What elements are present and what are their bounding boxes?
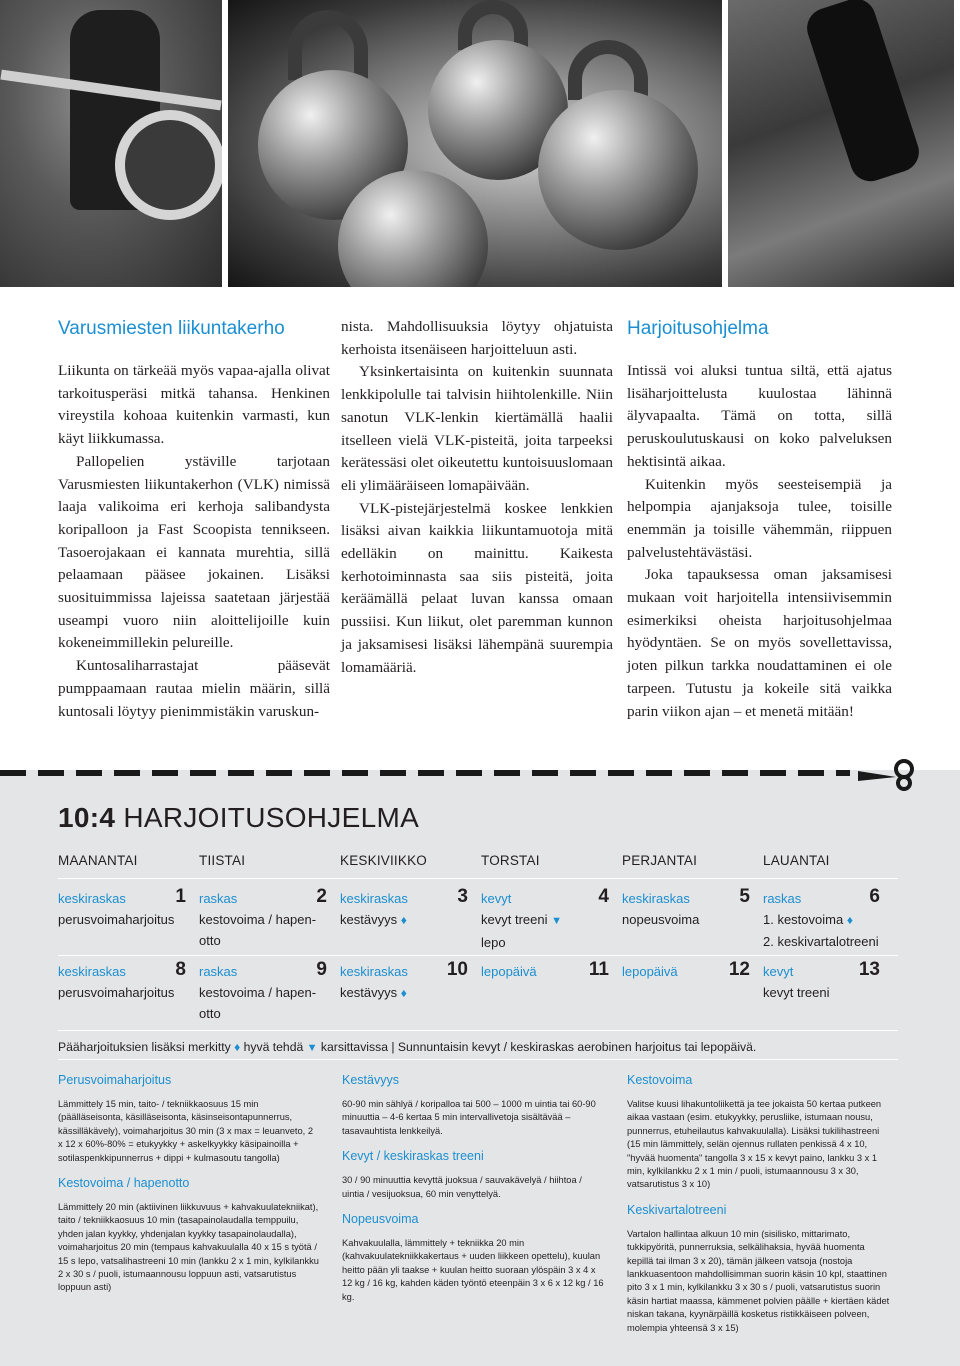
workout-label: nopeusvoima bbox=[622, 912, 700, 927]
day-number: 1 bbox=[175, 886, 186, 907]
details-column-1 bbox=[58, 1072, 320, 1305]
day-number: 6 bbox=[869, 886, 880, 907]
schedule-cell bbox=[763, 888, 880, 952]
day-number: 2 bbox=[316, 886, 327, 907]
heading-harjoitusohjelma: Harjoitusohjelma bbox=[627, 318, 769, 339]
intensity-label: raskas bbox=[763, 891, 802, 906]
day-number: 8 bbox=[175, 959, 186, 980]
divider bbox=[58, 1030, 898, 1031]
schedule-cell bbox=[763, 961, 880, 1003]
paragraph: Yksinkertaisinta on kuitenkin suunnata lenkkipolulle tai talvisin hiihtolenkille. Niin sanotun VLK-lenkin kiertämällä haalii itselleen vielä VLK-pisteitä, joita tarpeeksi kerätessäsi olet oikeutettu kuntoisuuslomaan eli ylimääräiseen lomapäivään. bbox=[341, 363, 613, 494]
intensity-label: lepopäivä bbox=[481, 964, 537, 979]
intensity-label: raskas bbox=[199, 964, 238, 979]
workout-text: 1. kestovoima bbox=[763, 912, 844, 927]
details-column-3 bbox=[627, 1072, 892, 1345]
paragraph: Intissä voi aluksi tuntua siltä, että ajatus lisäharjoittelusta kuulostaa lähinnä älyvapaalta. Tämä on totta, sillä peruskoulutuskausi on koko palveluksen hektisintä aikaa. bbox=[627, 362, 892, 470]
article-column-3 bbox=[627, 316, 892, 723]
heading-varusmiesten-liikuntakerho: Varusmiesten liikuntakerho bbox=[58, 318, 285, 339]
weekday-header bbox=[58, 853, 898, 871]
photo-gym-barbell bbox=[0, 0, 222, 287]
paragraph: Joka tapauksessa oman jaksamisesi mukaan voit harjoitella intensiivisemmin esimerkiksi oheista harjoitusohjelmaa hyödyntäen. Se on myös sovellettavissa, joten pilkun tarkka noudattaminen ei ole tarpeen. Tutustu ja kokeile sitä vaikka parin viikon ajan – et menetä mitään! bbox=[627, 566, 892, 720]
day-tuesday: TIISTAI bbox=[199, 853, 246, 868]
detail-heading: Keskivartalotreeni bbox=[627, 1202, 727, 1217]
workout-text: kestävyys bbox=[340, 912, 398, 927]
workout-label: perusvoimaharjoitus bbox=[58, 912, 175, 927]
detail-heading: Perusvoimaharjoitus bbox=[58, 1073, 172, 1087]
detail-text: Valitse kuusi lihakuntoliikettä ja tee jokaista 50 kertaa putkeen aikaa vastaan (esim. etukyykky, perusliike, istumaan nousu, punnerrus, etuheilautus kahvakuulalla). Lisäksi tukilihastreeni (15 min lämmittely, selän ojennus rullaten penkissä 4 x 10, "hyvää huomenta" tangolla 3 x 15 x kevyt paino, lankku 3 x 1 min, kylkilankku 2 x 1 min / puoli, istumaannousu 3 x 30, vatsarutistus 3 x 10) bbox=[627, 1099, 882, 1190]
intensity-label: keskiraskas bbox=[58, 964, 126, 979]
scissors-icon bbox=[856, 757, 916, 791]
divider bbox=[58, 878, 898, 879]
intensity-label: kevyt bbox=[481, 891, 512, 906]
schedule-cell bbox=[340, 961, 468, 1004]
intensity-label: keskiraskas bbox=[340, 891, 408, 906]
schedule-cell bbox=[481, 961, 609, 982]
paragraph: Kuntosaliharrastajat pääsevät pumppaamaan rautaa mielin määrin, sillä kuntosali löytyy pienimmistäkin varuskun- bbox=[58, 657, 330, 720]
day-number: 4 bbox=[598, 886, 609, 907]
legend-text: Pääharjoituksien lisäksi merkitty bbox=[58, 1040, 235, 1054]
photo-runner bbox=[728, 0, 954, 287]
paragraph: VLK-pistejärjestelmä koskee lenkkien lisäksi aivan kaikkia liikuntamuotoja mitä edelläkin on mainittu. Kaikesta kerhotoiminnasta saa siis pisteitä, joita keräämällä pelaat luvan kanssa omaan pussiisi. Kun liikut, olet paremman kunnon ja jaksamisesi lisäksi lähempänä suurempia lomamääriä. bbox=[341, 499, 613, 676]
intensity-label: keskiraskas bbox=[58, 891, 126, 906]
workout-label: otto bbox=[199, 1006, 221, 1021]
detail-text: Vartalon hallintaa alkuun 10 min (sisilisko, mittarimato, tukkipyöritä, punnerruksia, selkälihaksia, hyvää huomenta kepillä tai ilman 3 x 20), tämän jälkeen vatsoja (nostoja lankkuasentoon mahdollisimman suorin käsin 10 kpl, staattinen pito 3 x 1 min, kylkilankku 3 x 30 s / puoli, vatsarutistus suorin käsin hartiat maassa, kämmenet polvien päälle + kiertäen kädet niskan takana, kyynärpäillä kosketus ristikkäiseen polveen, molempia yhteensä 3 x 15) bbox=[627, 1228, 890, 1333]
schedule-cell bbox=[481, 888, 609, 953]
schedule-cell bbox=[199, 961, 327, 1024]
day-number: 10 bbox=[446, 959, 468, 980]
detail-heading: Kestovoima bbox=[627, 1073, 693, 1087]
article-column-2 bbox=[341, 316, 613, 679]
detail-text: 60-90 min sählyä / koripalloa tai 500 – 1000 m uintia tai 60-90 minuuttia – 4-6 kertaa 5 min intervallivetoja sisältävää – tasavauhtista lenkkeilyä. bbox=[342, 1099, 596, 1136]
day-number: 11 bbox=[588, 959, 609, 980]
workout-label bbox=[340, 982, 468, 1004]
barbell-plate bbox=[115, 110, 222, 220]
workout-label: otto bbox=[199, 933, 221, 948]
day-friday: PERJANTAI bbox=[622, 853, 698, 868]
detail-text: Lämmittely 20 min (aktiivinen liikkuvuus + kahvakuulatekniikat), taito / tekniikkaosuus 10 min (tasapainolaudalla temppuilu, yhden jalan kyykky, yhdenjalan kyykky tasapainolaudalla), voimaharjoitus 20 min (tempaus kahvakuulalla 40 x 15 s työtä / 15 s lepo, vatsalihastreeni 10 min (lankku 2 x 1 min, kylkilankku 2 x 30 s / puoli, istumaannousu loppuun asti, vatsarutistus loppuun asti) bbox=[58, 1202, 319, 1293]
detail-heading: Kevyt / keskiraskas treeni bbox=[342, 1149, 484, 1164]
detail-text: 30 / 90 minuuttia kevyttä juoksua / sauvakävelyä / hiihtoa / uintia / vesijuoksua, 60 min venyttelyä. bbox=[342, 1175, 582, 1199]
day-number: 13 bbox=[858, 959, 880, 980]
program-title bbox=[58, 802, 419, 834]
detail-heading: Kestävyys bbox=[342, 1073, 399, 1087]
workout-label: kestovoima / hapen- bbox=[199, 985, 317, 1000]
schedule-cell bbox=[340, 888, 468, 931]
intensity-label: raskas bbox=[199, 891, 238, 906]
cut-line bbox=[0, 770, 850, 776]
runner-leg bbox=[802, 0, 924, 186]
workout-text: kestävyys bbox=[340, 985, 398, 1000]
paragraph: Liikunta on tärkeää myös vapaa-ajalla olivat tarkoitusperäsi mitkä tahansa. Henkinen vireystila kohoaa kuitenkin varmasti, kun käyt liikkumassa. bbox=[58, 362, 330, 448]
schedule-cell bbox=[622, 961, 750, 982]
day-thursday: TORSTAI bbox=[481, 853, 540, 868]
intensity-label: keskiraskas bbox=[622, 891, 690, 906]
day-number: 9 bbox=[316, 959, 327, 980]
schedule-cell bbox=[622, 888, 750, 930]
day-saturday: LAUANTAI bbox=[763, 853, 830, 868]
diamond-icon: ♦ bbox=[846, 913, 853, 927]
workout-label bbox=[340, 909, 468, 931]
intensity-label: kevyt bbox=[763, 964, 794, 979]
day-number: 5 bbox=[739, 886, 750, 907]
legend bbox=[58, 1040, 756, 1054]
workout-text: kevyt treeni bbox=[481, 912, 548, 927]
workout-label bbox=[763, 909, 880, 931]
schedule-cell bbox=[58, 961, 186, 1003]
diamond-icon: ♦ bbox=[400, 913, 407, 927]
schedule-cell bbox=[58, 888, 186, 930]
intensity-label: lepopäivä bbox=[622, 964, 678, 979]
paragraph: Kuitenkin myös seesteisempiä ja helpompia ajanjaksoja tulee, toisille enemmän ja toisille vähemmän, riippuen palvelustehtävästäsi. bbox=[627, 475, 892, 561]
detail-text: Kahvakuulalla, lämmittely + tekniikka 20 min (kahvakuulatekniikkakertaus + uuden liikkeen opettelu), kuulan heitto pään yli taakse + kuulan heitto suoraan ylöspäin 3 x 4 x 12 kg / 16 kg, kahden käden työntö eteenpäin 3 x 6 x 12 kg / 16 kg. bbox=[342, 1238, 604, 1302]
workout-label: lepo bbox=[481, 935, 506, 950]
triangle-down-icon: ▼ bbox=[306, 1042, 318, 1054]
detail-heading: Nopeusvoima bbox=[342, 1212, 419, 1227]
detail-heading: Kestovoima / hapenotto bbox=[58, 1176, 190, 1191]
divider bbox=[58, 1059, 898, 1060]
program-title-text: HARJOITUSOHJELMA bbox=[115, 802, 420, 833]
legend-text: hyvä tehdä bbox=[240, 1040, 307, 1054]
workout-label bbox=[481, 909, 609, 932]
kettlebell bbox=[538, 90, 698, 250]
workout-label: perusvoimaharjoitus bbox=[58, 985, 175, 1000]
diamond-icon: ♦ bbox=[400, 986, 407, 1000]
paragraph: Pallopelien ystäville tarjotaan Varusmiesten liikuntakerhon (VLK) nimissä laaja valikoima eri kerhoja salibandysta koripalloon ja Fast Scoopista tennikseen. Tasoerojakaan ei kannata murehtia, sillä pelaamaan pääsee jokainen. Lisäksi suosituimmissa lajeissa saatetaan järjestää useampi vuoro niin aloittelijoille kuin kokeneimmillekin pelureille. bbox=[58, 452, 330, 652]
day-monday: MAANANTAI bbox=[58, 853, 138, 868]
photo-strip bbox=[0, 0, 960, 287]
triangle-down-icon: ▼ bbox=[551, 915, 562, 927]
intensity-label: keskiraskas bbox=[340, 964, 408, 979]
article-column-1 bbox=[58, 316, 330, 723]
diamond-icon: ♦ bbox=[234, 1040, 241, 1054]
workout-label: kevyt treeni bbox=[763, 985, 830, 1000]
detail-text: Lämmittely 15 min, taito- / tekniikkaosuus 15 min (päälläseisonta, käsilläseisonta, käsinseisontapunnerrus, kässilläkävely), voimaharjoitus 30 min (3 x max = leuanveto, 2 x 12 x 60%-80% = etukyykky + askelkyykky käsipainoilla + sotilaspenkkipunnerrus + dippi + kulmasoutu tangolla) bbox=[58, 1099, 314, 1163]
program-title-number: 10:4 bbox=[58, 802, 116, 833]
legend-text: karsittavissa | Sunnuntaisin kevyt / keskiraskas aerobinen harjoitus tai lepopäivä. bbox=[317, 1040, 757, 1054]
workout-label: 2. keskivartalotreeni bbox=[763, 934, 879, 949]
paragraph: nista. Mahdollisuuksia löytyy ohjatuista kerhoista itsenäiseen harjoitteluun asti. bbox=[341, 318, 613, 358]
schedule-cell bbox=[199, 888, 327, 951]
photo-kettlebells bbox=[228, 0, 722, 287]
workout-label: kestovoima / hapen- bbox=[199, 912, 317, 927]
day-number: 3 bbox=[457, 886, 468, 907]
day-number: 12 bbox=[728, 959, 750, 980]
details-column-2 bbox=[342, 1072, 604, 1314]
divider bbox=[58, 955, 898, 956]
day-wednesday: KESKIVIIKKO bbox=[340, 853, 427, 868]
